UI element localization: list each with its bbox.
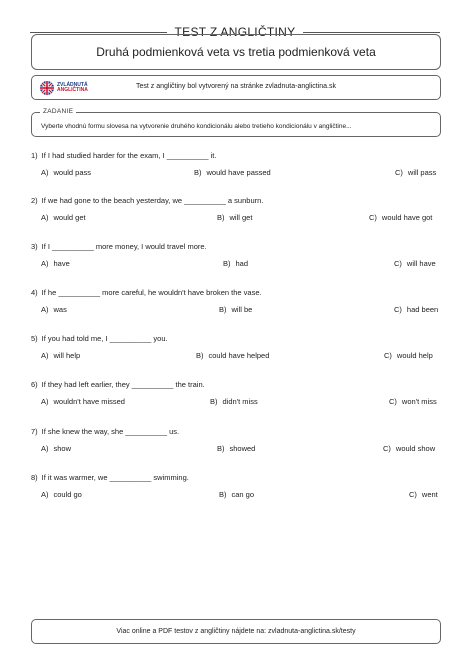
option-text: would help — [396, 351, 433, 360]
answer-option-b[interactable] — [217, 444, 255, 453]
task-label: ZADANIE — [40, 108, 76, 115]
answer-option-b[interactable] — [210, 397, 258, 406]
question-number: 3) — [31, 242, 38, 251]
option-text: had been — [406, 305, 439, 314]
task-box — [31, 108, 441, 137]
option-text: could have helped — [208, 351, 270, 360]
question-3 — [31, 242, 207, 251]
footer-box — [31, 619, 441, 644]
option-letter: B) — [196, 351, 204, 360]
option-text: had — [235, 259, 249, 268]
option-text: wouldn't have missed — [53, 397, 125, 406]
question-text: If we had gone to the beach yesterday, we __________ a sunburn. — [41, 196, 264, 205]
question-text: If I __________ more money, I would travel more. — [41, 242, 207, 251]
option-text: will get — [229, 213, 253, 222]
answer-option-a[interactable] — [41, 351, 80, 360]
source-box — [31, 75, 441, 100]
answer-option-c[interactable] — [409, 490, 438, 499]
answer-option-c[interactable] — [394, 259, 436, 268]
option-letter: B) — [210, 397, 218, 406]
option-letter: C) — [409, 490, 417, 499]
option-text: show — [53, 444, 72, 453]
question-number: 8) — [31, 473, 38, 482]
option-text: will have — [406, 259, 436, 268]
answer-option-c[interactable] — [383, 444, 435, 453]
answer-option-a[interactable] — [41, 259, 70, 268]
question-number: 2) — [31, 196, 38, 205]
answer-option-b[interactable] — [194, 168, 271, 177]
option-text: won't miss — [401, 397, 437, 406]
question-number: 6) — [31, 380, 38, 389]
question-text: If he __________ more careful, he wouldn't have broken the vase. — [41, 288, 262, 297]
answer-option-c[interactable] — [384, 351, 433, 360]
answer-option-c[interactable] — [394, 305, 438, 314]
answer-option-a[interactable] — [41, 490, 82, 499]
subtitle-box — [31, 34, 441, 70]
option-text: would pass — [53, 168, 92, 177]
source-caption: Test z angličtiny bol vytvorený na stránke zvladnuta-anglictina.sk — [136, 83, 336, 90]
option-text: will pass — [407, 168, 437, 177]
question-4 — [31, 288, 262, 297]
question-text: If you had told me, I __________ you. — [41, 334, 168, 343]
option-letter: A) — [41, 259, 49, 268]
question-text: If she knew the way, she __________ us. — [41, 427, 180, 436]
logo-line-2: ANGLIČTINA — [57, 87, 88, 93]
title-left-rule — [30, 32, 167, 33]
question-number: 4) — [31, 288, 38, 297]
option-text: will help — [53, 351, 81, 360]
answer-option-b[interactable] — [219, 490, 254, 499]
title-right-rule — [303, 32, 440, 33]
option-letter: B) — [217, 444, 225, 453]
option-letter: A) — [41, 305, 49, 314]
question-6 — [31, 380, 205, 389]
answer-option-a[interactable] — [41, 444, 71, 453]
option-letter: B) — [194, 168, 202, 177]
option-letter: C) — [395, 168, 403, 177]
option-text: went — [421, 490, 438, 499]
answer-option-b[interactable] — [196, 351, 269, 360]
option-text: would get — [53, 213, 86, 222]
task-instructions: Vyberte vhodnú formu slovesa na vytvorenie druhého kondicionálu alebo tretieho kondicionálu v angličtine... — [41, 123, 352, 130]
option-letter: B) — [219, 490, 227, 499]
test-subtitle: Druhá podmienková veta vs tretia podmienková veta — [96, 45, 376, 59]
option-letter: A) — [41, 397, 49, 406]
question-8 — [31, 473, 189, 482]
option-letter: A) — [41, 490, 49, 499]
test-title: TEST Z ANGLIČTINY — [174, 25, 296, 39]
answer-option-a[interactable] — [41, 397, 125, 406]
question-text: If they had left earlier, they __________ the train. — [41, 380, 205, 389]
answer-option-a[interactable] — [41, 305, 67, 314]
question-1 — [31, 151, 216, 160]
answer-option-b[interactable] — [219, 305, 252, 314]
option-text: showed — [229, 444, 256, 453]
question-2 — [31, 196, 263, 205]
question-7 — [31, 427, 179, 436]
option-text: would show — [395, 444, 436, 453]
question-number: 1) — [31, 151, 38, 160]
option-letter: C) — [369, 213, 377, 222]
option-text: didn't miss — [222, 397, 258, 406]
question-5 — [31, 334, 168, 343]
answer-option-a[interactable] — [41, 168, 91, 177]
option-text: can go — [231, 490, 255, 499]
option-text: was — [53, 305, 67, 314]
answer-option-a[interactable] — [41, 213, 86, 222]
answer-option-b[interactable] — [223, 259, 248, 268]
answer-option-c[interactable] — [395, 168, 436, 177]
option-letter: C) — [383, 444, 391, 453]
option-letter: B) — [217, 213, 225, 222]
option-text: would have passed — [206, 168, 271, 177]
answer-option-c[interactable] — [389, 397, 437, 406]
option-letter: C) — [394, 305, 402, 314]
option-letter: A) — [41, 213, 49, 222]
answer-option-b[interactable] — [217, 213, 252, 222]
question-number: 7) — [31, 427, 38, 436]
option-letter: C) — [389, 397, 397, 406]
question-text: If it was warmer, we __________ swimming. — [41, 473, 189, 482]
option-letter: C) — [394, 259, 402, 268]
option-text: have — [53, 259, 70, 268]
option-text: would have got — [381, 213, 433, 222]
option-letter: B) — [223, 259, 231, 268]
option-letter: A) — [41, 444, 49, 453]
option-letter: C) — [384, 351, 392, 360]
option-letter: B) — [219, 305, 227, 314]
logo-line-1: ZVLÁDNUTÁ — [57, 81, 88, 88]
option-letter: A) — [41, 351, 49, 360]
answer-option-c[interactable] — [369, 213, 432, 222]
footer-text: Viac online a PDF testov z angličtiny nájdete na: zvladnuta-anglictina.sk/testy — [116, 628, 356, 635]
question-text: If I had studied harder for the exam, I __________ it. — [41, 151, 217, 160]
option-letter: A) — [41, 168, 49, 177]
question-number: 5) — [31, 334, 38, 343]
option-text: will be — [231, 305, 253, 314]
option-text: could go — [53, 490, 82, 499]
